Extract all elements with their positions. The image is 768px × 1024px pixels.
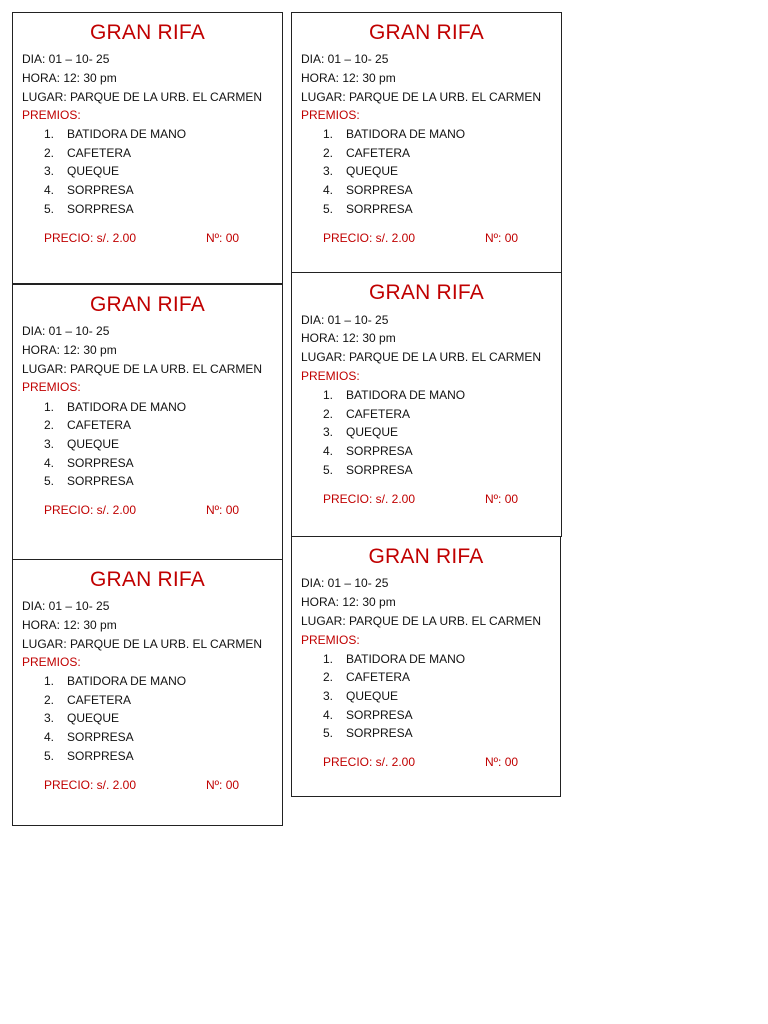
prize-label: SORPRESA [67, 183, 134, 197]
ticket-place: LUGAR: PARQUE DE LA URB. EL CARMEN [22, 90, 263, 104]
prize-number: 1. [323, 127, 334, 141]
prize-number: 3. [323, 689, 334, 703]
raffle-ticket [291, 272, 562, 537]
prizes-heading: PREMIOS: [22, 655, 81, 669]
prize-number: 2. [323, 407, 334, 421]
prize-item [323, 708, 413, 723]
prize-item [323, 407, 410, 422]
prize-item [323, 689, 398, 704]
prize-item [323, 726, 413, 741]
prizes-heading: PREMIOS: [22, 380, 81, 394]
prize-item [44, 456, 134, 471]
ticket-date: DIA: 01 – 10- 25 [301, 576, 389, 590]
prize-item [44, 711, 119, 726]
prize-label: BATIDORA DE MANO [346, 127, 466, 141]
prize-label: SORPRESA [346, 726, 413, 740]
prize-label: BATIDORA DE MANO [67, 400, 187, 414]
prize-number: 2. [323, 146, 334, 160]
ticket-title: GRAN RIFA [368, 545, 484, 568]
prize-number: 2. [44, 693, 55, 707]
prize-number: 3. [44, 437, 55, 451]
prize-item [323, 146, 410, 161]
prize-item [44, 418, 131, 433]
prize-label: CAFETERA [67, 146, 132, 160]
prize-label: QUEQUE [67, 711, 120, 725]
ticket-price: PRECIO: s/. 2.00 [323, 755, 416, 769]
prize-number: 4. [323, 183, 334, 197]
prize-label: SORPRESA [67, 730, 134, 744]
prize-number: 1. [44, 674, 55, 688]
ticket-number: Nº: 00 [485, 231, 519, 245]
prize-label: QUEQUE [346, 689, 399, 703]
ticket-title: GRAN RIFA [369, 281, 484, 304]
prize-number: 4. [44, 456, 55, 470]
ticket-number: Nº: 00 [485, 755, 519, 769]
prize-number: 3. [323, 425, 334, 439]
prize-item [44, 202, 134, 217]
prize-item [323, 670, 410, 685]
ticket-place: LUGAR: PARQUE DE LA URB. EL CARMEN [22, 362, 263, 376]
ticket-place: LUGAR: PARQUE DE LA URB. EL CARMEN [301, 350, 542, 364]
prize-label: SORPRESA [346, 183, 413, 197]
ticket-number: Nº: 00 [206, 778, 240, 792]
prize-number: 5. [44, 749, 55, 763]
prize-number: 5. [44, 474, 55, 488]
prize-item [323, 164, 398, 179]
prize-item [323, 425, 398, 440]
prize-number: 2. [44, 146, 55, 160]
prize-label: QUEQUE [67, 437, 120, 451]
prize-label: SORPRESA [346, 463, 413, 477]
prize-item [44, 693, 131, 708]
prize-label: SORPRESA [67, 474, 134, 488]
prize-item [323, 444, 413, 459]
prizes-heading: PREMIOS: [22, 108, 81, 122]
prize-label: CAFETERA [346, 407, 411, 421]
ticket-date: DIA: 01 – 10- 25 [22, 599, 110, 613]
prize-number: 5. [323, 726, 334, 740]
prize-label: SORPRESA [346, 444, 413, 458]
prize-label: SORPRESA [346, 202, 413, 216]
ticket-place: LUGAR: PARQUE DE LA URB. EL CARMEN [301, 90, 542, 104]
prize-number: 5. [323, 202, 334, 216]
prize-label: BATIDORA DE MANO [346, 652, 466, 666]
ticket-time: HORA: 12: 30 pm [301, 595, 396, 609]
prize-label: CAFETERA [67, 693, 132, 707]
prize-number: 1. [323, 388, 334, 402]
prize-item [44, 164, 119, 179]
ticket-place: LUGAR: PARQUE DE LA URB. EL CARMEN [301, 614, 542, 628]
ticket-title: GRAN RIFA [369, 21, 484, 44]
prize-item [44, 749, 134, 764]
prize-item [323, 183, 413, 198]
prize-item [44, 146, 131, 161]
ticket-number: Nº: 00 [485, 492, 519, 506]
prize-label: SORPRESA [67, 749, 134, 763]
prize-item [323, 202, 413, 217]
ticket-time: HORA: 12: 30 pm [22, 618, 117, 632]
prize-number: 4. [44, 183, 55, 197]
ticket-time: HORA: 12: 30 pm [301, 71, 396, 85]
prize-number: 3. [44, 164, 55, 178]
ticket-date: DIA: 01 – 10- 25 [22, 324, 110, 338]
ticket-title: GRAN RIFA [90, 21, 205, 44]
prize-number: 4. [323, 444, 334, 458]
prize-label: BATIDORA DE MANO [67, 674, 187, 688]
ticket-time: HORA: 12: 30 pm [301, 331, 396, 345]
prize-number: 5. [44, 202, 55, 216]
raffle-ticket [291, 536, 561, 797]
prize-label: SORPRESA [67, 202, 134, 216]
prize-label: QUEQUE [346, 425, 399, 439]
prize-label: CAFETERA [346, 146, 411, 160]
ticket-date: DIA: 01 – 10- 25 [301, 52, 389, 66]
prize-item [323, 652, 465, 667]
prize-number: 4. [44, 730, 55, 744]
prize-number: 2. [44, 418, 55, 432]
prize-number: 3. [323, 164, 334, 178]
prize-number: 1. [44, 400, 55, 414]
prize-label: QUEQUE [67, 164, 120, 178]
prizes-heading: PREMIOS: [301, 633, 360, 647]
ticket-place: LUGAR: PARQUE DE LA URB. EL CARMEN [22, 637, 263, 651]
prize-number: 4. [323, 708, 334, 722]
ticket-title: GRAN RIFA [90, 293, 205, 316]
prize-number: 2. [323, 670, 334, 684]
prize-label: CAFETERA [67, 418, 132, 432]
prize-item [323, 463, 413, 478]
ticket-title: GRAN RIFA [90, 568, 205, 591]
ticket-price: PRECIO: s/. 2.00 [323, 492, 416, 506]
raffle-ticket [12, 12, 283, 284]
prizes-heading: PREMIOS: [301, 369, 360, 383]
prize-number: 1. [44, 127, 55, 141]
prize-item [44, 474, 134, 489]
prize-label: SORPRESA [67, 456, 134, 470]
prize-item [44, 674, 186, 689]
ticket-date: DIA: 01 – 10- 25 [22, 52, 110, 66]
prize-number: 1. [323, 652, 334, 666]
prize-number: 3. [44, 711, 55, 725]
prize-item [44, 400, 186, 415]
ticket-time: HORA: 12: 30 pm [22, 343, 117, 357]
prize-label: BATIDORA DE MANO [346, 388, 466, 402]
ticket-number: Nº: 00 [206, 503, 240, 517]
raffle-ticket [12, 559, 283, 826]
prize-item [44, 127, 186, 142]
prizes-heading: PREMIOS: [301, 108, 360, 122]
ticket-price: PRECIO: s/. 2.00 [44, 231, 137, 245]
ticket-price: PRECIO: s/. 2.00 [44, 778, 137, 792]
prize-item [323, 388, 465, 403]
prize-label: CAFETERA [346, 670, 411, 684]
prize-item [323, 127, 465, 142]
ticket-date: DIA: 01 – 10- 25 [301, 313, 389, 327]
ticket-number: Nº: 00 [206, 231, 240, 245]
ticket-price: PRECIO: s/. 2.00 [323, 231, 416, 245]
ticket-time: HORA: 12: 30 pm [22, 71, 117, 85]
prize-label: BATIDORA DE MANO [67, 127, 187, 141]
raffle-ticket [291, 12, 562, 273]
raffle-ticket [12, 284, 283, 560]
prize-label: QUEQUE [346, 164, 399, 178]
prize-number: 5. [323, 463, 334, 477]
prize-item [44, 730, 134, 745]
ticket-price: PRECIO: s/. 2.00 [44, 503, 137, 517]
prize-label: SORPRESA [346, 708, 413, 722]
prize-item [44, 183, 134, 198]
prize-item [44, 437, 119, 452]
